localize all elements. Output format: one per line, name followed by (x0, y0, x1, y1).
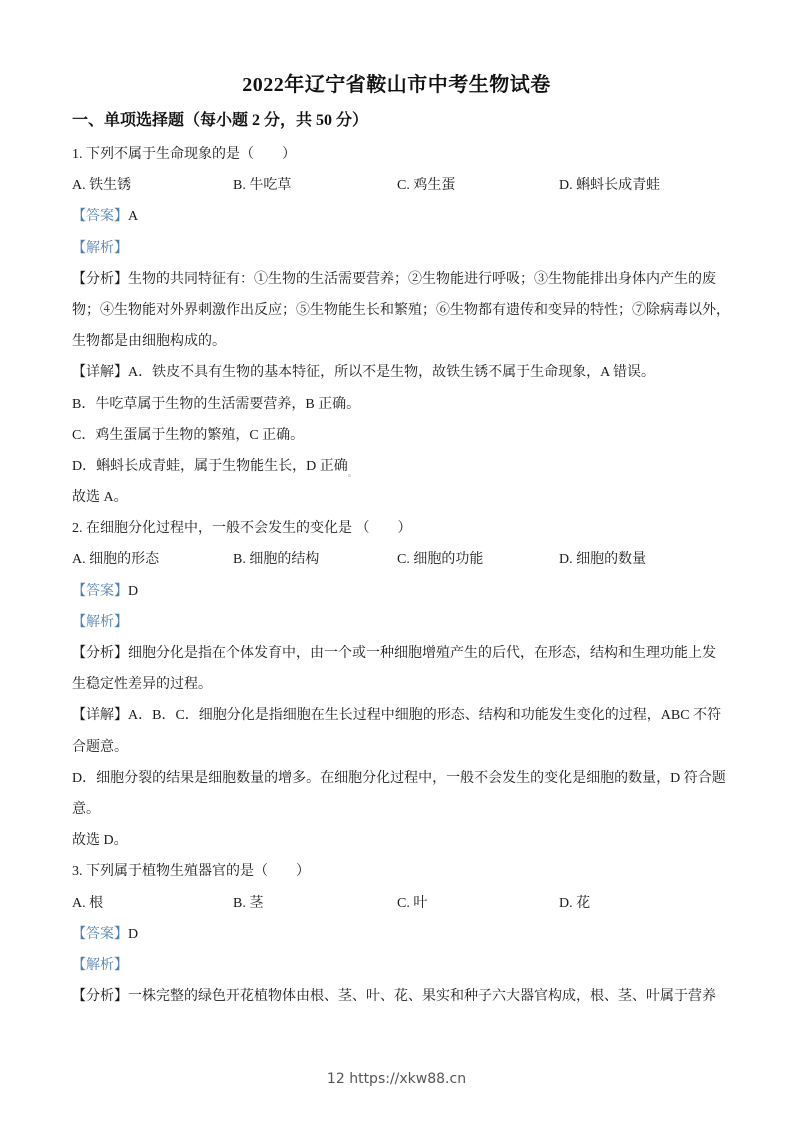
question-3-option-b: B. 茎 (233, 895, 264, 911)
detail-text: D．蝌蚪长成青蛙，属于生物能生长，D 正确 (72, 458, 348, 474)
question-3-answer (72, 919, 722, 950)
section-heading: 一、单项选择题（每小题 2 分，共 50 分） (72, 112, 369, 129)
question-3-option-d: D. 花 (559, 895, 591, 911)
question-1-detail-line-1 (72, 357, 722, 388)
exam-content (72, 139, 730, 1012)
question-1-detail-line-4 (72, 451, 722, 482)
question-2-detail-line-2: 合题意。 (72, 739, 128, 755)
detail-text: A．B．C．细胞分化是指细胞在生长过程中细胞的形态、结构和功能发生变化的过程，ABC 不符 (128, 708, 722, 724)
question-2-conclusion: 故选 D。 (72, 833, 128, 849)
question-3-stem: 3. 下列属于植物生殖器官的是（ ） (72, 864, 310, 880)
question-3-explanation-heading (72, 950, 722, 981)
question-3-options (72, 888, 722, 919)
detail-text: A．铁皮不具有生物的基本特征，所以不是生物，故铁生锈不属于生命现象，A 错误。 (128, 365, 655, 381)
question-1-explanation-heading (72, 233, 722, 264)
analysis-text: 生物的共同特征有：①生物的生活需要营养；②生物能进行呼吸；③生物能排出身体内产生的废 (128, 271, 716, 287)
answer-value: D (128, 926, 139, 942)
detail-label: 【详解】 (72, 708, 128, 724)
question-2-option-d: D. 细胞的数量 (559, 552, 647, 568)
question-1-analysis-line-2: 物；④生物能对外界刺激作出反应；⑤生物能生长和繁殖；⑥生物都有遗传和变异的特性；⑦除病毒以外， (72, 302, 730, 318)
question-2-option-a: A. 细胞的形态 (72, 552, 160, 568)
question-1-option-d: D. 蝌蚪长成青蛙 (559, 178, 661, 194)
question-2-option-c: C. 细胞的功能 (397, 552, 484, 568)
question-3-option-c: C. 叶 (397, 895, 428, 911)
question-3-analysis-line-1 (72, 981, 722, 1012)
question-1-detail-line-3: C．鸡生蛋属于生物的繁殖，C 正确。 (72, 427, 305, 443)
question-2-detail-line-4: 意。 (72, 801, 100, 817)
page-footer (0, 1071, 793, 1087)
question-1-options (72, 170, 722, 201)
question-1-answer (72, 201, 722, 232)
question-1-option-c: C. 鸡生蛋 (397, 178, 456, 194)
question-2-options (72, 544, 722, 575)
document-title: 2022年辽宁省鞍山市中考生物试卷 (242, 74, 551, 96)
page-number: 12 (326, 1071, 345, 1087)
analysis-label: 【分析】 (72, 646, 128, 661)
question-1-analysis-line-3: 生物都是由细胞构成的。 (72, 334, 226, 350)
question-1-option-a: A. 铁生锈 (72, 178, 132, 194)
answer-value: A (128, 209, 139, 225)
answer-label: 【答案】 (72, 926, 128, 942)
detail-label: 【详解】 (72, 365, 128, 381)
answer-value: D (128, 583, 139, 599)
question-1-option-b: B. 牛吃草 (233, 178, 292, 194)
explanation-label: 【解析】 (72, 240, 128, 256)
analysis-text: 细胞分化是指在个体发育中，由一个或一种细胞增殖产生的后代，在形态，结构和生理功能上发 (128, 646, 716, 661)
analysis-label: 【分析】 (72, 271, 128, 287)
question-3-option-a: A. 根 (72, 895, 104, 911)
explanation-label: 【解析】 (72, 614, 128, 630)
answer-label: 【答案】 (72, 583, 128, 599)
question-2-explanation-heading (72, 607, 722, 638)
question-2-analysis-line-2: 生稳定性差异的过程。 (72, 677, 212, 693)
question-2-answer (72, 576, 722, 607)
question-1-stem: 1. 下列不属于生命现象的是（ ） (72, 147, 296, 162)
analysis-label: 【分析】 (72, 989, 128, 1005)
question-1-conclusion: 故选 A。 (72, 490, 128, 506)
question-1-analysis-line-1 (72, 264, 722, 295)
period-mark: 。 (347, 467, 357, 478)
answer-label: 【答案】 (72, 209, 128, 225)
footer-url[interactable]: https://xkw88.cn (349, 1071, 467, 1087)
question-2-detail-line-1 (72, 700, 722, 731)
question-1-detail-line-2: B．牛吃草属于生物的生活需要营养，B 正确。 (72, 396, 361, 412)
analysis-text: 一株完整的绿色开花植物体由根、茎、叶、花、果实和种子六大器官构成，根、茎、叶属于营养 (128, 989, 716, 1005)
question-2-analysis-line-1 (72, 638, 722, 669)
question-2-detail-line-3: D．细胞分裂的结果是细胞数量的增多。在细胞分化过程中，一般不会发生的变化是细胞的数量，D 符合题 (72, 770, 726, 786)
question-2-option-b: B. 细胞的结构 (233, 552, 320, 568)
explanation-label: 【解析】 (72, 957, 128, 973)
question-2-stem: 2. 在细胞分化过程中，一般不会发生的变化是 （ ） (72, 521, 412, 537)
